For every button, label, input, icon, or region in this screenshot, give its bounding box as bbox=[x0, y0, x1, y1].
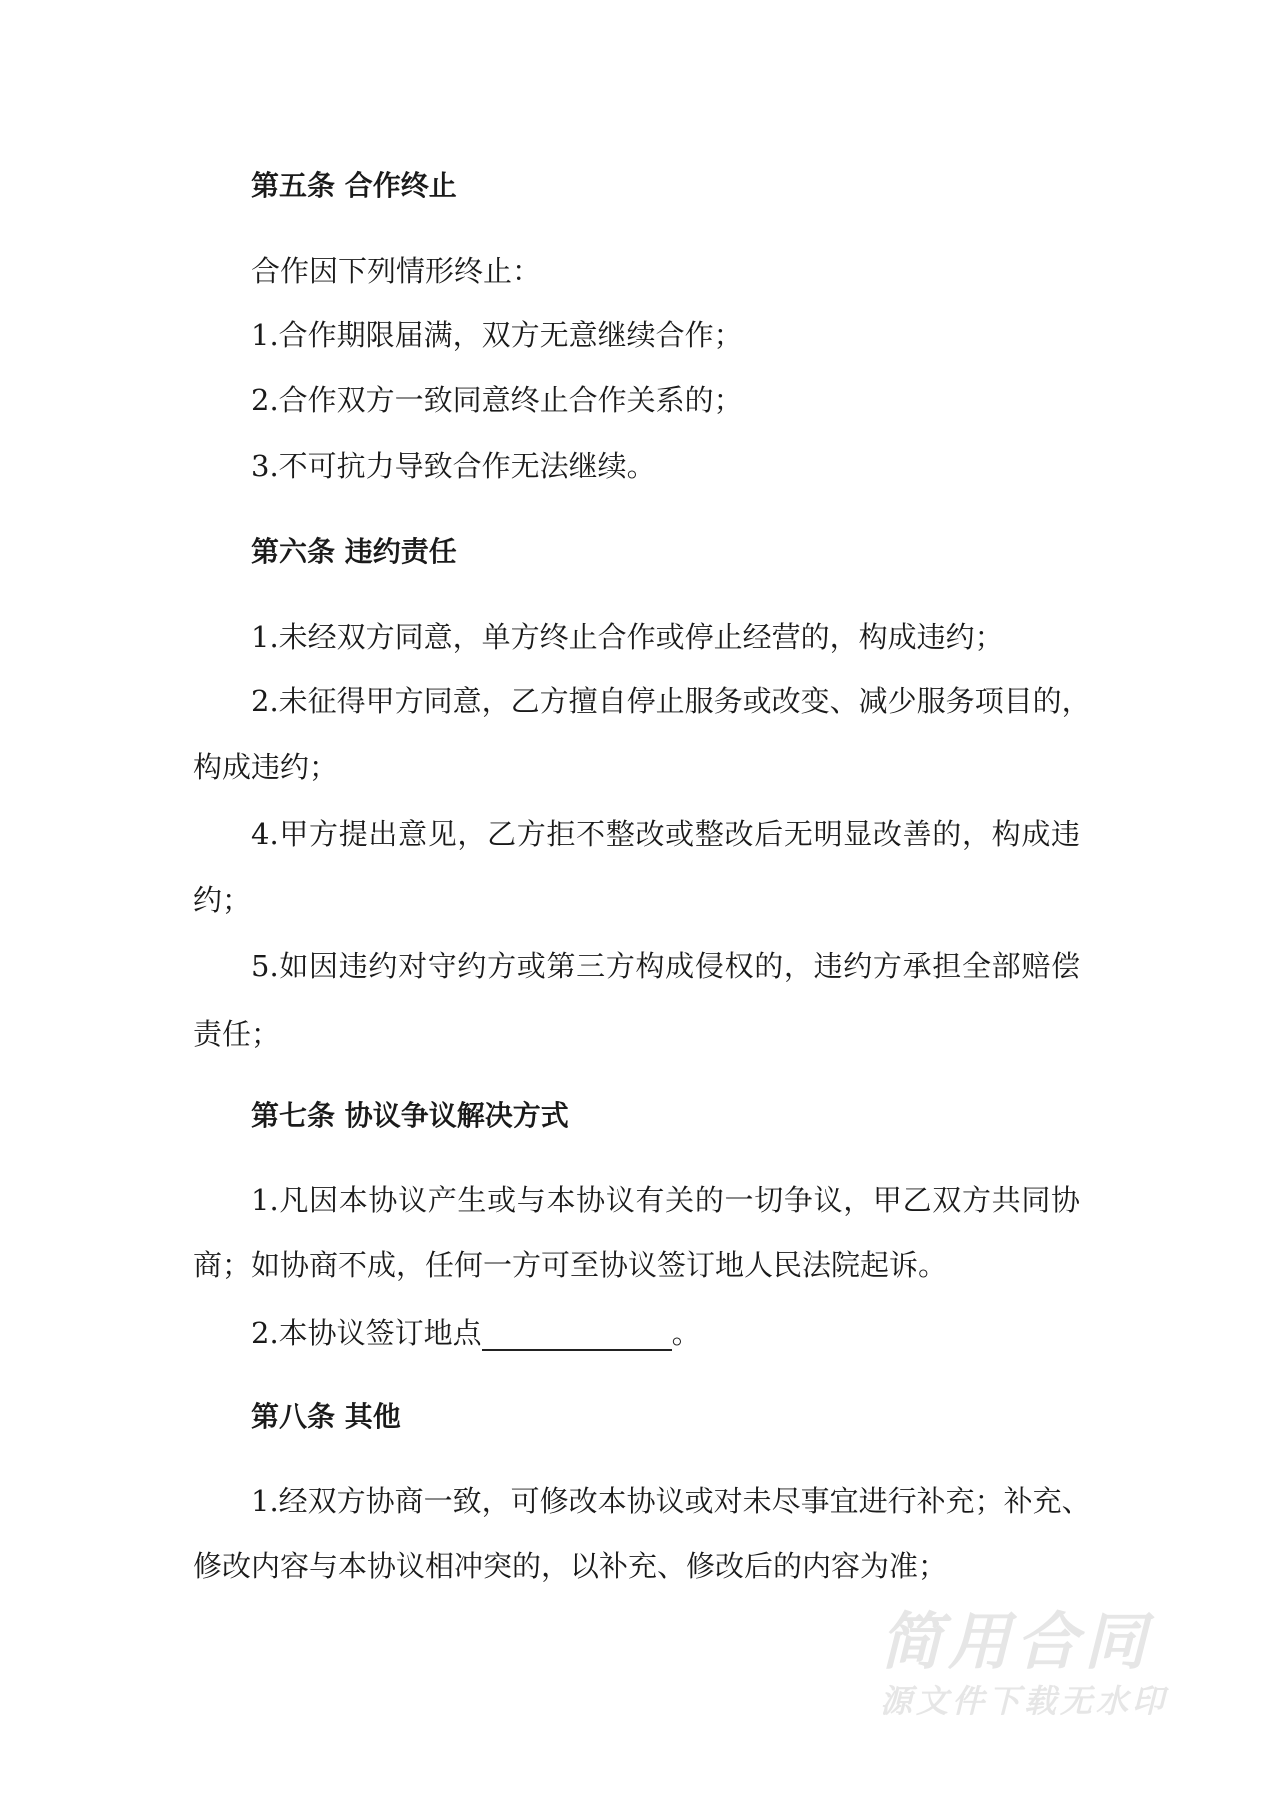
signing-place-blank bbox=[482, 1319, 672, 1351]
paragraph: 1.未经双方同意，单方终止合作或停止经营的，构成违约； bbox=[251, 620, 1004, 654]
paragraph: 2.未征得甲方同意，乙方擅自停止服务或改变、减少服务项目的， bbox=[251, 684, 1091, 718]
paragraph: 1.经双方协商一致，可修改本协议或对未尽事宜进行补充；补充、 bbox=[251, 1484, 1091, 1518]
paragraph-end: 。 bbox=[671, 1316, 701, 1350]
watermark-subtitle: 源文件下载无水印 bbox=[880, 1682, 1169, 1720]
paragraph-continuation: 修改内容与本协议相冲突的，以补充、修改后的内容为准； bbox=[193, 1549, 948, 1583]
section-heading: 第六条 违约责任 bbox=[251, 535, 457, 568]
paragraph-continuation: 商；如协商不成，任何一方可至协议签订地人民法院起诉。 bbox=[193, 1248, 948, 1282]
paragraph: 合作因下列情形终止： bbox=[251, 254, 542, 288]
paragraph-continuation: 构成违约； bbox=[193, 750, 339, 784]
section-heading: 第五条 合作终止 bbox=[251, 169, 457, 202]
paragraph: 1.凡因本协议产生或与本协议有关的一切争议，甲乙双方共同协 bbox=[251, 1183, 1080, 1217]
paragraph-continuation: 约； bbox=[193, 883, 252, 917]
paragraph: 4.甲方提出意见，乙方拒不整改或整改后无明显改善的，构成违 bbox=[251, 817, 1080, 851]
paragraph-continuation: 责任； bbox=[193, 1017, 281, 1051]
paragraph-text: 2.本协议签订地点 bbox=[251, 1316, 482, 1350]
section-heading: 第七条 协议争议解决方式 bbox=[251, 1099, 569, 1132]
paragraph bbox=[251, 1315, 1080, 1351]
paragraph: 3.不可抗力导致合作无法继续。 bbox=[251, 449, 656, 483]
watermark-title: 简用合同 bbox=[880, 1605, 1153, 1678]
section-heading: 第八条 其他 bbox=[251, 1400, 401, 1433]
paragraph: 2.合作双方一致同意终止合作关系的； bbox=[251, 383, 743, 417]
paragraph: 1.合作期限届满，双方无意继续合作； bbox=[251, 318, 743, 352]
paragraph: 5.如因违约对守约方或第三方构成侵权的，违约方承担全部赔偿 bbox=[251, 949, 1080, 983]
